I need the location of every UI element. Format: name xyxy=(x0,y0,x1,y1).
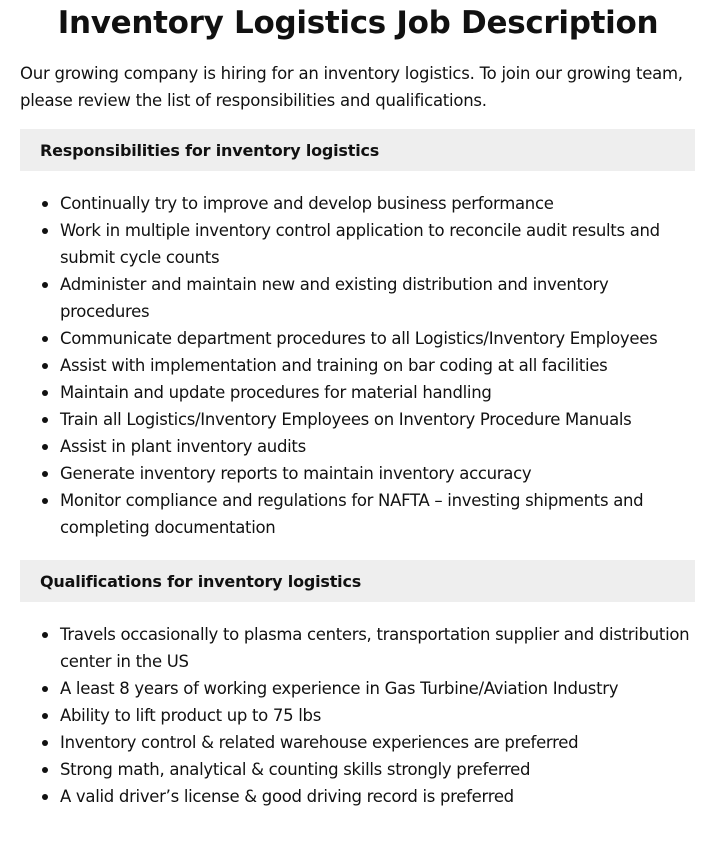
responsibility-item: Assist with implementation and training on bar coding at all facilities xyxy=(60,352,700,379)
responsibility-item: Continually try to improve and develop business performance xyxy=(60,190,700,217)
responsibility-item: Train all Logistics/Inventory Employees on Inventory Procedure Manuals xyxy=(60,406,700,433)
responsibility-item: Assist in plant inventory audits xyxy=(60,433,700,460)
qualification-item: Travels occasionally to plasma centers, transportation supplier and distribution center in the US xyxy=(60,621,700,675)
responsibility-item: Administer and maintain new and existing distribution and inventory procedures xyxy=(60,271,700,325)
qualification-item: Ability to lift product up to 75 lbs xyxy=(60,702,700,729)
qualifications-heading: Qualifications for inventory logistics xyxy=(40,571,362,591)
responsibilities-list xyxy=(20,190,700,541)
responsibility-item: Monitor compliance and regulations for NAFTA – investing shipments and completing documentation xyxy=(60,487,700,541)
qualification-item: A valid driver’s license & good driving record is preferred xyxy=(60,783,700,810)
responsibilities-heading: Responsibilities for inventory logistics xyxy=(40,140,380,160)
responsibility-item: Maintain and update procedures for material handling xyxy=(60,379,700,406)
responsibility-item: Generate inventory reports to maintain inventory accuracy xyxy=(60,460,700,487)
qualification-item: Inventory control & related warehouse experiences are preferred xyxy=(60,729,700,756)
qualifications-section-header xyxy=(20,560,695,602)
qualification-item: A least 8 years of working experience in Gas Turbine/Aviation Industry xyxy=(60,675,700,702)
qualification-item: Strong math, analytical & counting skills strongly preferred xyxy=(60,756,700,783)
responsibility-item: Communicate department procedures to all Logistics/Inventory Employees xyxy=(60,325,700,352)
intro-paragraph: Our growing company is hiring for an inventory logistics. To join our growing team, please review the list of responsibilities and qualifications. xyxy=(20,64,683,110)
page-title: Inventory Logistics Job Description xyxy=(57,5,659,41)
responsibilities-section-header xyxy=(20,129,695,171)
qualifications-list xyxy=(20,621,700,810)
responsibility-item: Work in multiple inventory control application to reconcile audit results and submit cycle counts xyxy=(60,217,700,271)
